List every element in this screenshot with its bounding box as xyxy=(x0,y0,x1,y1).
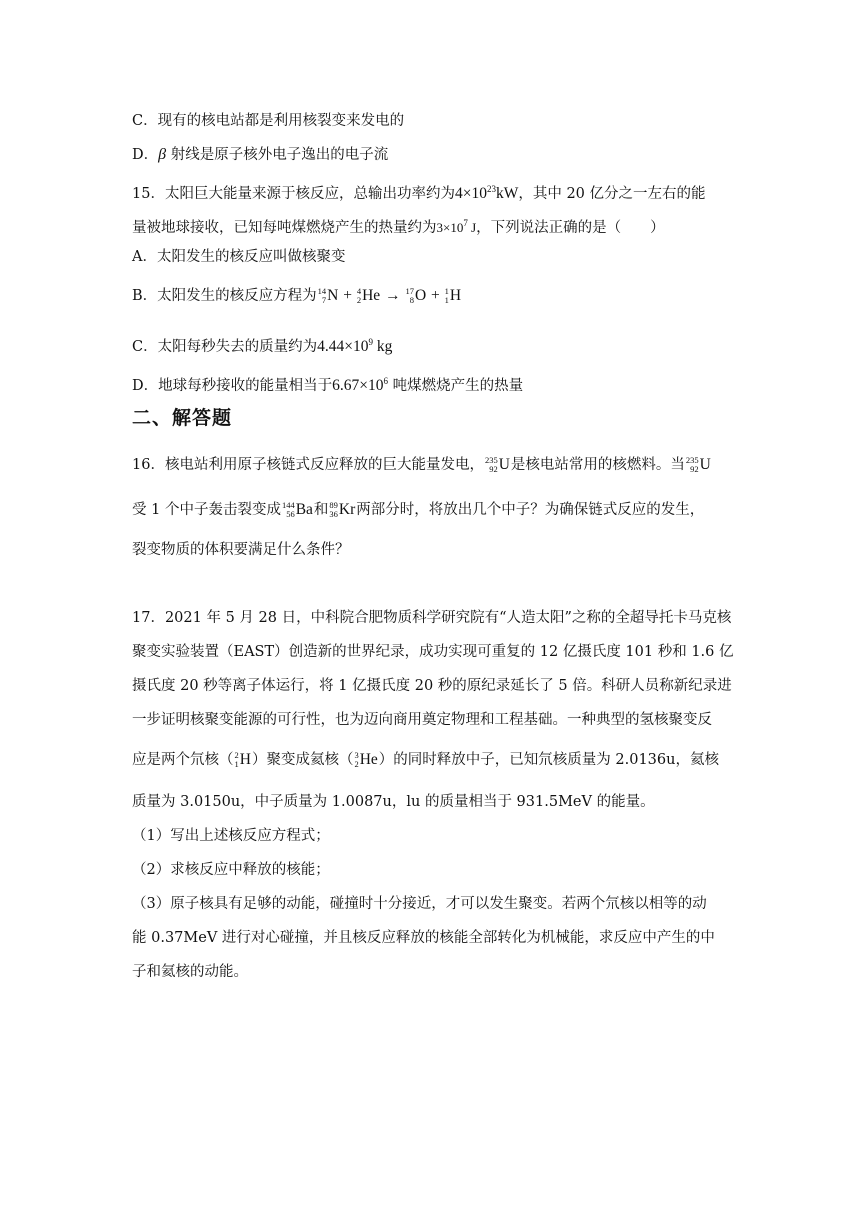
q17-subquestion-1: （1）写出上述核反应方程式； xyxy=(132,828,330,844)
stem-text: 量被地球接收，已知每吨煤燃烧产生的热量约为 xyxy=(132,220,437,236)
stem-text: 是核电站常用的核燃料。当 xyxy=(510,457,685,473)
q14-option-c: C．现有的核电站都是利用核裂变来发电的 xyxy=(132,113,405,129)
q17-subquestion-3-line1: （3）原子核具有足够的动能，碰撞时十分接近，才可以发生聚变。若两个氘核以相等的动 xyxy=(132,896,707,912)
element-symbol: U xyxy=(699,456,711,473)
mass-number: 17 xyxy=(405,286,414,296)
stem-text: ）聚变成氦核（ xyxy=(251,752,354,768)
q17-subquestion-3-line3: 子和氦核的动能。 xyxy=(132,964,248,980)
reaction-operator: + xyxy=(427,287,444,304)
q15-option-b xyxy=(132,286,462,306)
stem-text: 两部分时，将放出几个中子？为确保链式反应的发生， xyxy=(356,502,705,518)
mass-number: 14 xyxy=(317,286,327,296)
atomic-number: 1 xyxy=(444,295,449,305)
section-heading: 二、解答题 xyxy=(132,407,233,429)
mass-number: 235 xyxy=(484,455,498,465)
q15-stem-line2 xyxy=(132,213,665,238)
option-text: 射线是原子核外电子逸出的电子流 xyxy=(170,147,389,163)
element-symbol: N xyxy=(327,287,339,304)
reaction-operator: → xyxy=(381,287,405,304)
element-symbol: U xyxy=(498,456,510,473)
element-symbol: Ba xyxy=(295,501,313,518)
stem-text: ）的同时释放中子，已知氘核质量为 2.0136u，氦核 xyxy=(378,752,719,768)
heat-mantissa: 3×10 xyxy=(436,220,464,235)
option-text: C．太阳每秒失去的质量约为 xyxy=(132,339,318,355)
element-symbol: He xyxy=(362,287,381,304)
q17-subquestion-3-line2: 能 0.37MeV 进行对心碰撞，并且核反应释放的核能全部转化为机械能，求反应中产生的中 xyxy=(132,930,715,946)
reaction-nuclide xyxy=(357,286,380,306)
heat-unit: J xyxy=(467,220,477,235)
q17-line4: 一步证明核聚变能源的可行性，也为迈向商用奠定物理和工程基础。一种典型的氢核聚变反 xyxy=(132,712,712,728)
atomic-number: 56 xyxy=(286,509,295,519)
atomic-number: 1 xyxy=(234,759,239,769)
energy-mantissa: 6.67×10 xyxy=(332,377,384,394)
stem-text: 受 1 个中子轰击裂变成 xyxy=(132,502,281,518)
reaction-nuclide xyxy=(405,286,426,306)
q16-line2 xyxy=(132,500,704,520)
heat-value xyxy=(437,220,477,235)
heat-exponent: 7 xyxy=(463,218,468,228)
energy-value xyxy=(332,377,388,394)
q15-option-a: A．太阳发生的核反应叫做核聚变 xyxy=(132,249,346,265)
mass-value xyxy=(317,338,392,355)
q17-subquestion-2: （2）求核反应中释放的核能； xyxy=(132,862,330,878)
nuclide-helium3 xyxy=(354,750,377,770)
reaction-nuclide xyxy=(445,286,461,306)
atomic-number: 7 xyxy=(321,295,327,305)
stem-text: 16．核电站利用原子核链式反应释放的巨大能量发电， xyxy=(132,457,484,473)
nuclide-kr89 xyxy=(329,500,355,520)
stem-text: ，下列说法正确的是（ ） xyxy=(476,220,665,236)
mass-number: 2 xyxy=(234,750,239,760)
q14-option-d xyxy=(132,145,388,165)
mass-exponent: 9 xyxy=(368,337,373,347)
mass-number: 89 xyxy=(329,500,338,510)
element-symbol: He xyxy=(359,751,378,768)
stem-text: ，其中 20 亿分之一左右的能 xyxy=(518,186,706,202)
q17-line3: 摄氏度 20 秒等离子体运行，将 1 亿摄氏度 20 秒的原纪录延长了 5 倍。科研人员称新纪录进 xyxy=(132,678,732,694)
power-exponent: 23 xyxy=(486,184,496,194)
nuclide-deuterium xyxy=(235,750,251,770)
atomic-number: 92 xyxy=(489,464,498,474)
q17-line5 xyxy=(132,750,719,770)
option-text: D．地球每秒接收的能量相当于 xyxy=(132,378,333,394)
option-text: B．太阳发生的核反应方程为 xyxy=(132,288,317,304)
option-text: 吨煤燃烧产生的热量 xyxy=(388,378,524,394)
q16-line1 xyxy=(132,455,712,475)
nuclear-reaction-equation xyxy=(317,288,462,304)
q17-line1: 17．2021 年 5 月 28 日，中科院合肥物质科学研究院有“人造太阳”之称的全超导托卡马克核 xyxy=(132,610,732,626)
mass-number: 144 xyxy=(281,500,295,510)
option-label: D． xyxy=(132,147,159,163)
stem-text: 15．太阳巨大能量来源于核反应，总输出功率约为 xyxy=(132,186,455,202)
power-unit: kW xyxy=(495,185,519,202)
power-value xyxy=(455,185,518,202)
energy-exponent: 6 xyxy=(383,376,388,386)
reaction-nuclide xyxy=(318,286,339,306)
element-symbol: Kr xyxy=(338,501,356,518)
power-mantissa: 4×10 xyxy=(454,185,487,202)
mass-number: 1 xyxy=(444,286,449,296)
stem-text: 应是两个氘核（ xyxy=(132,752,234,768)
element-symbol: H xyxy=(449,287,462,304)
mass-mantissa: 4.44×10 xyxy=(317,338,369,355)
reaction-operator: + xyxy=(339,287,356,304)
q15-option-c xyxy=(132,332,392,357)
mass-number: 3 xyxy=(354,750,359,760)
mass-unit: kg xyxy=(372,338,393,355)
atomic-number: 2 xyxy=(354,759,359,769)
atomic-number: 2 xyxy=(356,295,362,305)
element-symbol: H xyxy=(239,751,251,768)
atomic-number: 36 xyxy=(329,509,338,519)
beta-symbol: β xyxy=(158,146,167,163)
nuclide-u235 xyxy=(485,455,510,475)
nuclide-u235 xyxy=(686,455,711,475)
nuclide-ba144 xyxy=(282,500,313,520)
q17-line2: 聚变实验装置（EAST）创造新的世界纪录，成功实现可重复的 12 亿摄氏度 101 秒和 1.6 亿 xyxy=(132,644,734,660)
stem-text: 和 xyxy=(313,502,329,518)
q15-option-d xyxy=(132,371,523,396)
q15-stem-line1 xyxy=(132,179,706,204)
atomic-number: 92 xyxy=(690,464,699,474)
q16-line3: 裂变物质的体积要满足什么条件？ xyxy=(132,542,350,558)
mass-number: 235 xyxy=(685,455,699,465)
atomic-number: 8 xyxy=(409,295,414,305)
mass-number: 4 xyxy=(356,286,362,296)
q17-line6: 质量为 3.0150u，中子质量为 1.0087u，lu 的质量相当于 931.5MeV 的能量。 xyxy=(132,794,655,810)
element-symbol: O xyxy=(414,287,427,304)
